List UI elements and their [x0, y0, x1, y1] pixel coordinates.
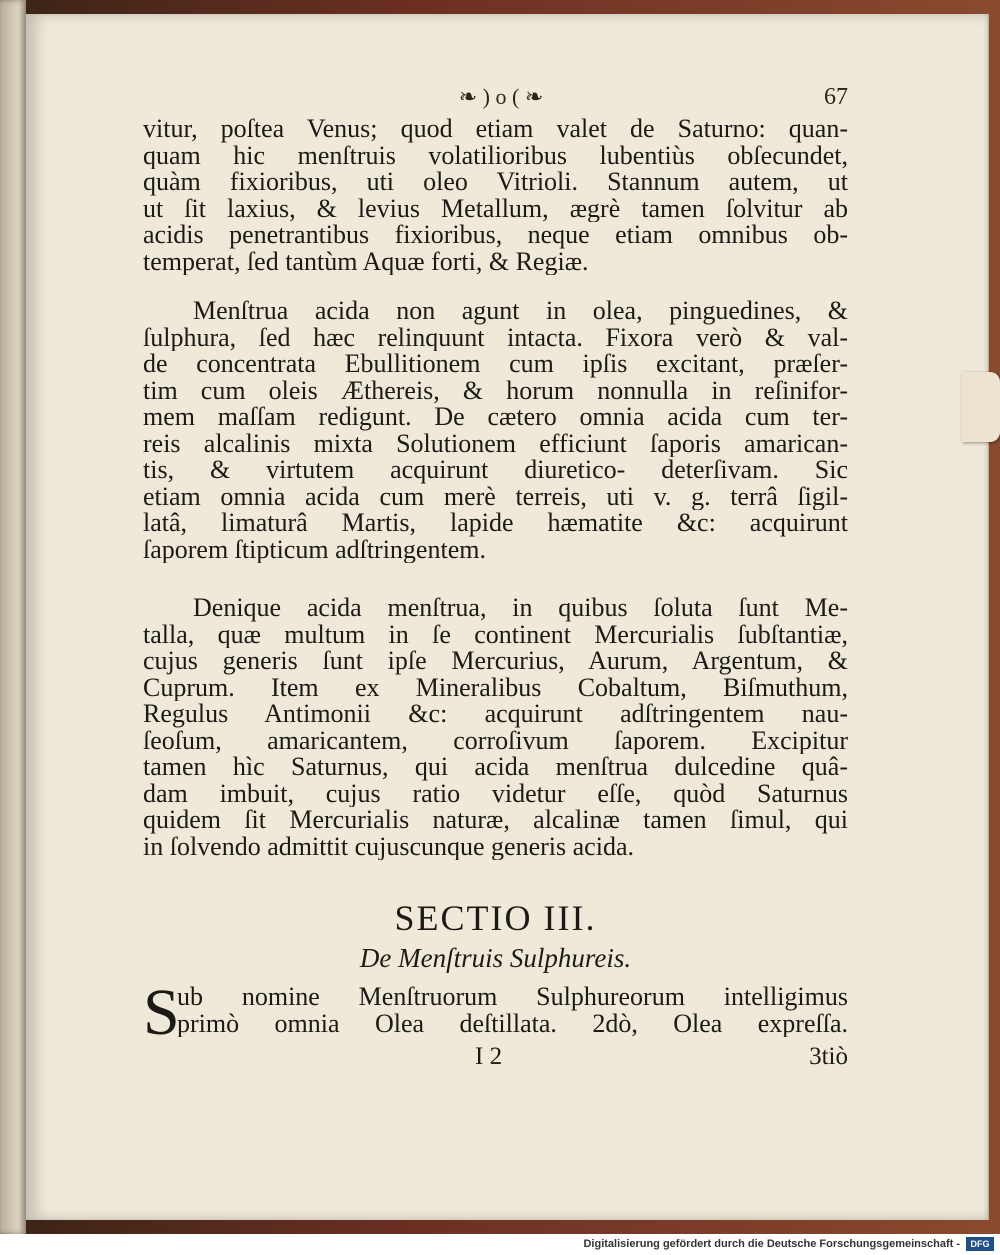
dfg-logo-icon: DFG: [966, 1237, 994, 1251]
text-line: acidis penetrantibus fixioribus, neque etiam omnibus ob-: [143, 222, 848, 249]
running-header: [143, 82, 848, 112]
digitization-credit-bar: [0, 1234, 1000, 1255]
section-subtitle: De Menſtruis Sulphureis.: [359, 943, 632, 973]
text-line: latâ, limaturâ Martis, lapide hæmatite &c: acquirunt: [143, 510, 848, 537]
credit-text: Digitalisierung gefördert durch die Deutsche Forschungsgemeinschaft -: [583, 1238, 960, 1250]
text-line: ſaporem ſtipticum adſtringentem.: [143, 536, 486, 563]
text-line: ub nomine Menſtruorum Sulphureorum intelligimus: [177, 984, 848, 1011]
text-line: ſulphura, ſed hæc relinquunt intacta. Fixora verò & val-: [143, 324, 848, 351]
text-line: tamen hìc Saturnus, qui acida menſtrua dulcedine quâ-: [143, 754, 848, 781]
paragraph-1: [143, 116, 848, 275]
text-line: temperat, ſed tantùm Aquæ forti, & Regiæ.: [143, 248, 589, 275]
text-line: tis, & virtutem acquirunt diuretico- deterſivam. Sic: [143, 457, 848, 484]
page-footer: [143, 1042, 848, 1072]
page-tab-marker: [962, 372, 1000, 442]
text-line: mem maſſam redigunt. De cætero omnia acida cum ter-: [143, 404, 848, 431]
catchword: 3tiò: [809, 1043, 848, 1070]
text-line: quàm fixioribus, uti oleo Vitrioli. Stannum autem, ut: [143, 169, 848, 196]
text-line: reis alcalinis mixta Solutionem efficiunt ſaporis amarican-: [143, 430, 848, 457]
text-line: ut ſit laxius, & levius Metallum, ægrè tamen ſolvitur ab: [143, 195, 848, 222]
text-line: quidem ſit Mercurialis naturæ, alcalinæ tamen ſimul, qui: [143, 807, 848, 834]
text-line: vitur, poſtea Venus; quod etiam valet de Saturno: quan-: [143, 116, 848, 143]
header-ornament: ❧ ) o ( ❧: [458, 84, 544, 109]
text-line: tim cum oleis Æthereis, & horum nonnulla in reſinifor-: [143, 377, 848, 404]
text-line: etiam omnia acida cum merè terreis, uti v. g. terrâ ſigil-: [143, 483, 848, 510]
text-line: Menſtrua acida non agunt in olea, pinguedines, &: [193, 298, 848, 325]
text-line: dam imbuit, cujus ratio videtur eſſe, quòd Saturnus: [143, 780, 848, 807]
text-line: cujus generis ſunt ipſe Mercurius, Aurum, Argentum, &: [143, 648, 848, 675]
left-page-edge: [0, 0, 26, 1234]
text-line: de concentrata Ebullitionem cum ipſis excitant, præſer-: [143, 351, 848, 378]
text-line: primò omnia Olea deſtillata. 2dò, Olea expreſſa.: [177, 1010, 848, 1037]
text-line: in ſolvendo admittit cujuscunque generis acida.: [143, 833, 634, 860]
text-line: quam hic menſtruis volatilioribus lubentiùs obſecundet,: [143, 142, 848, 169]
section-heading: SECTIO III.: [394, 898, 597, 938]
paragraph-3: [143, 595, 848, 860]
text-line: ſeoſum, amaricantem, corroſivum ſaporem. Excipitur: [143, 727, 848, 754]
text-line: talla, quæ multum in ſe continent Mercurialis ſubſtantiæ,: [143, 621, 848, 648]
text-line: Denique acida menſtrua, in quibus ſoluta ſunt Me-: [193, 595, 848, 622]
paragraph-2: [143, 298, 848, 563]
text-line: Regulus Antimonii &c: acquirunt adſtringentem nau-: [143, 701, 848, 728]
paragraph-4: [143, 976, 848, 1049]
signature-mark: I 2: [475, 1043, 503, 1070]
page-number: 67: [824, 84, 848, 110]
text-line: Cuprum. Item ex Mineralibus Cobaltum, Biſmuthum,: [143, 674, 848, 701]
drop-cap: S: [143, 976, 180, 1049]
